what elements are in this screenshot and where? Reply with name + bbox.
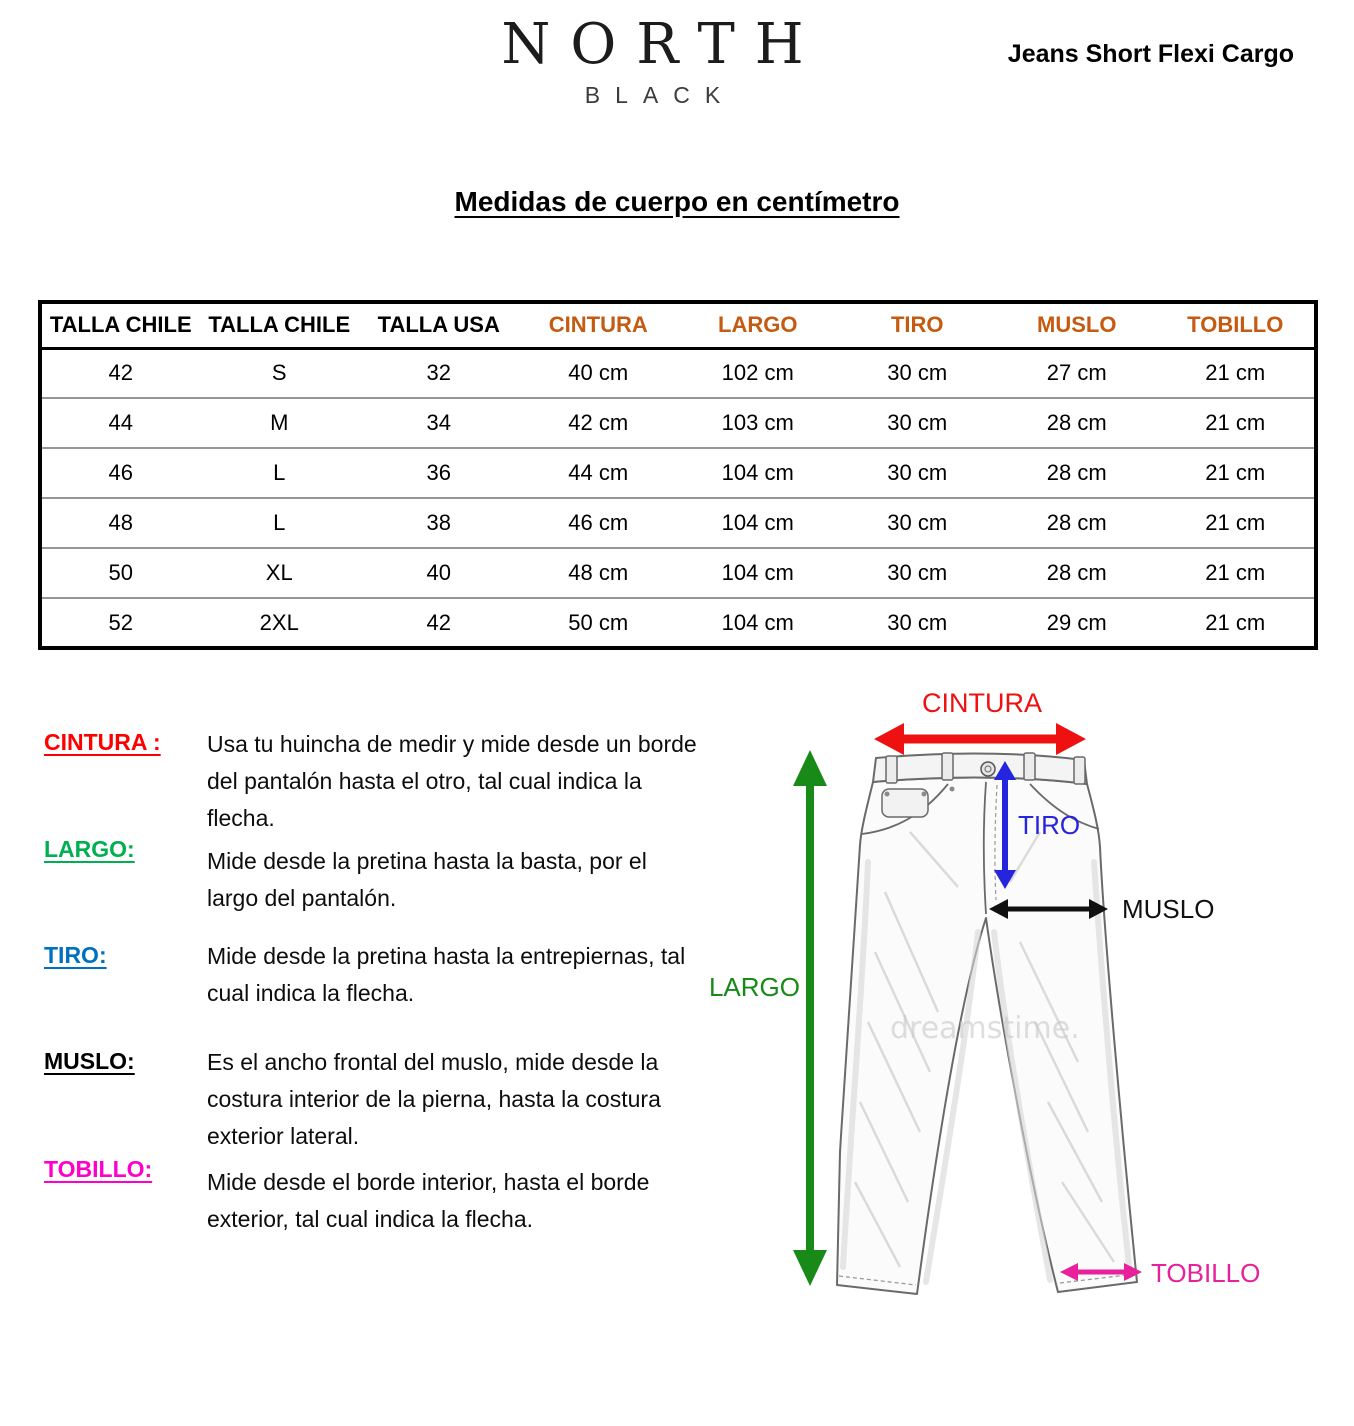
brand-logo — [400, 12, 905, 109]
cell: 30 cm — [838, 398, 998, 448]
cell: 44 cm — [519, 448, 679, 498]
table-header-row — [40, 302, 1316, 348]
cell: 21 cm — [1157, 498, 1317, 548]
cell: 34 — [359, 398, 519, 448]
cell: 52 — [108, 609, 133, 635]
cell: 104 cm — [678, 548, 838, 598]
tiro-diagram-label: TIRO — [1018, 810, 1081, 840]
cell: 104 cm — [721, 609, 794, 635]
cell: 104 cm — [678, 498, 838, 548]
definition-term-largo: LARGO: — [44, 836, 135, 862]
column-header-talla-chile-1: TALLA CHILE — [40, 302, 200, 348]
cell: 21 cm — [1157, 398, 1317, 448]
cell: M — [200, 398, 360, 448]
tobillo-diagram-label: TOBILLO — [1151, 1258, 1261, 1288]
column-header-talla-chile-2: TALLA CHILE — [200, 302, 360, 348]
definition-text-largo: Mide desde la pretina hasta la basta, por el largo del pantalón. — [207, 848, 647, 911]
cell: 48 cm — [519, 548, 679, 598]
page-title: Medidas de cuerpo en centímetro — [454, 186, 900, 217]
cell: S — [200, 348, 360, 398]
definition-term-muslo: MUSLO: — [44, 1048, 135, 1074]
largo-diagram-label: LARGO — [708, 972, 800, 1002]
cell: 38 — [359, 498, 519, 548]
table-row — [40, 398, 1316, 448]
cell: 44 — [40, 398, 200, 448]
definition-term-tiro: TIRO: — [44, 942, 107, 968]
cell: 40 cm — [519, 348, 679, 398]
cell: L — [200, 498, 360, 548]
table-row — [40, 448, 1316, 498]
cell: 32 — [359, 348, 519, 398]
definition-term-cintura: CINTURA : — [44, 729, 161, 755]
cell: 21 cm — [1157, 348, 1317, 398]
cell: 21 cm — [1157, 448, 1317, 498]
cell: 50 — [40, 548, 200, 598]
cell: 30 cm — [838, 348, 998, 398]
cell: 30 cm — [838, 448, 998, 498]
cell: 36 — [359, 448, 519, 498]
table-row — [40, 348, 1316, 398]
largo-arrow — [793, 750, 827, 1286]
table-row — [40, 548, 1316, 598]
column-header-talla-usa: TALLA USA — [359, 302, 519, 348]
brand-name: NORTH — [501, 12, 824, 77]
cell: 103 cm — [678, 398, 838, 448]
cell: 30 cm — [838, 548, 998, 598]
definition-text-tiro: Mide desde la pretina hasta la entrepiernas, tal cual indica la flecha. — [207, 943, 686, 1006]
cell: 42 cm — [519, 398, 679, 448]
cell: 28 cm — [997, 448, 1157, 498]
definition-text-muslo: Es el ancho frontal del muslo, mide desde la costura interior de la pierna, hasta la costura exterior lateral. — [207, 1049, 661, 1149]
cell: 104 cm — [678, 448, 838, 498]
cell: 21 cm — [1157, 548, 1317, 598]
cintura-diagram-label: CINTURA — [922, 688, 1042, 718]
cell: 30 cm — [887, 609, 948, 635]
column-header-cintura: CINTURA — [519, 302, 679, 348]
definition-text-cintura: Usa tu huincha de medir y mide desde un borde del pantalón hasta el otro, tal cual indica la flecha. — [207, 731, 697, 831]
watermark-text: dreamstime. — [890, 1011, 1080, 1046]
definition-text-tobillo: Mide desde el borde interior, hasta el borde exterior, tal cual indica la flecha. — [207, 1169, 650, 1232]
column-header-muslo: MUSLO — [997, 302, 1157, 348]
cell: 50 cm — [568, 609, 629, 635]
cintura-arrow — [874, 723, 1086, 755]
cell: 48 — [40, 498, 200, 548]
cell: 40 — [359, 548, 519, 598]
muslo-diagram-label: MUSLO — [1122, 894, 1215, 924]
cell: L — [200, 448, 360, 498]
table-row — [40, 498, 1316, 548]
column-header-largo: LARGO — [678, 302, 838, 348]
brand-subtitle: BLACK — [584, 82, 736, 108]
cell: 27 cm — [997, 348, 1157, 398]
product-name: Jeans Short Flexi Cargo — [1007, 40, 1294, 68]
cell: 28 cm — [997, 498, 1157, 548]
cell: 30 cm — [838, 498, 998, 548]
cell: 46 cm — [519, 498, 679, 548]
column-header-tiro: TIRO — [838, 302, 998, 348]
column-header-tobillo: TOBILLO — [1157, 302, 1317, 348]
jeans-sketch — [837, 753, 1137, 1294]
size-table-body — [40, 348, 1316, 648]
cell: 46 — [40, 448, 200, 498]
cell: 42 — [40, 348, 200, 398]
cell: XL — [200, 548, 360, 598]
cell: 28 cm — [997, 398, 1157, 448]
size-table — [38, 300, 1318, 650]
cell: 102 cm — [678, 348, 838, 398]
cell: 2XL — [259, 609, 299, 635]
cell: 42 — [426, 609, 451, 635]
jeans-illustration — [690, 682, 1310, 1350]
cell: 28 cm — [997, 548, 1157, 598]
jeans-measurement-diagram — [690, 682, 1310, 1350]
table-row — [40, 598, 1316, 648]
cell: 29 cm — [1046, 609, 1107, 635]
cell: 21 cm — [1205, 609, 1266, 635]
definition-term-tobillo: TOBILLO: — [44, 1156, 153, 1182]
size-table-header — [40, 302, 1316, 348]
